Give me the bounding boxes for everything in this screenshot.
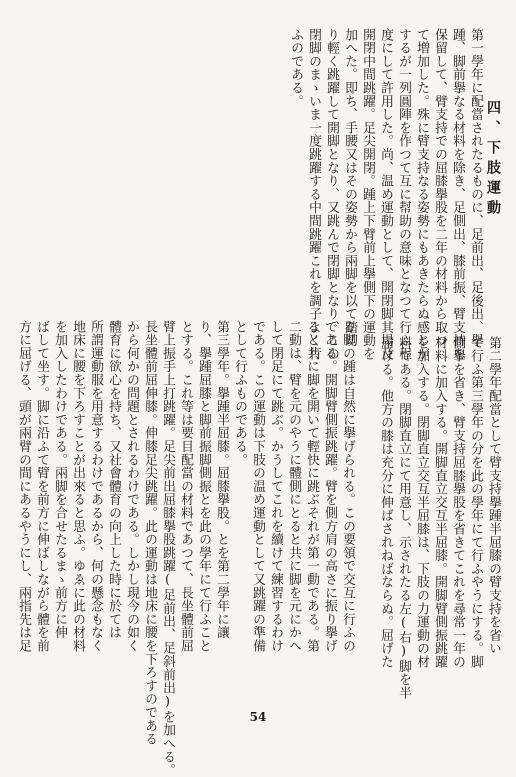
text-line: 體育に欲心を持ち、又社會體育の向上した時に於ては [106,320,121,640]
text-line: 材料に加入する。開脚直立交互半屈膝。開脚臂側振跳躍 [432,336,447,669]
text-line: 度にして許用した。尚、温め運動として、開閉脚其場及 [378,28,393,361]
text-line: 臂上振手上打跳躍。足尖前出屈膝擧股跳躍(足前出、足斜前出)を加へる。 [160,320,175,777]
text-line: て増加した。殊に臂支持なる姿勢にもあきたらぬ感じが [414,28,429,361]
text-line: して閉足にて跳ぶ。かうしてこれを續けて練習するわけ [268,320,283,653]
text-line: 保留して、臂支持での屈膝擧股を二年の材料から取つ [432,28,447,348]
text-line: ばして坐す。脚に沿ふて臂を前方に伸ばしながら體を前 [34,320,49,653]
text-line: 地床に腰を下ろすことが出來ると思ふ。ゆゑに此の材料 [70,320,85,653]
text-line: 側擧を省き、臂支持屈膝擧股を省きてこれを尋常一年の [450,336,465,669]
text-line: 所謂運動服を用意するわけであるから、何の懸念もなく [88,320,103,653]
text-line: 開閉中間跳躍。足尖開閉。踵上下臂前上擧側下の運動を [360,28,375,361]
text-line: として行ふものである。 [232,320,247,467]
text-line: ると共に脚を開いて輕快に跳ぶそれが第一動である。第 [304,320,319,653]
section-title: 四、下肢運動 [485,100,501,220]
lower-right-text-block [376,336,502,702]
text-line: 閉脚のまゝいま一度跳躍する中間跳躍これを調子よく行 [306,28,321,361]
text-line: である。この運動は下肢の温め運動として又跳躍の準備 [250,320,265,653]
text-line: 長坐體前屈伸膝。伸膝足尖跳躍。此の運動は地床に腰を下ろすのである [142,320,157,746]
text-line: 第三學年。擧踵半屈膝。屈膝擧股。とを第二學年に讓 [214,320,229,640]
upper-right-text-block [286,28,502,361]
text-line: を加入したわけである。兩脚を合せたるまゝ前方に伸 [52,320,67,640]
text-line: り、擧踵屈膝と脚前振脚側振とを此の學年にて行ふこと [196,320,211,653]
text-line: 方に屈げる、頭が兩臂の間にあるやうにし、兩指先は足 [16,320,31,653]
text-line: 二動は、臂を元のやうに體側にとると共に脚を元にかへ [286,320,301,653]
text-line: 第二學年配當として臂支持擧踵半屈膝の臂支持を省い [486,336,501,656]
text-line: 第一學年に配當されたるものに、足前出、足後出、擧 [468,28,483,348]
text-line: とする。これ等は要目配當の材料であつて、長坐體前屈 [178,320,193,653]
text-line: る脚の踵は自然に擧げられる。この要領で交互に行ふの [340,320,355,653]
text-line: である。開脚臂側振跳躍。臂を側方肩の高さに振り擧げ [322,320,337,653]
text-line: から何かの問題とされるわけである。しかし現今の如く [124,320,139,653]
page-number: 54 [249,710,267,724]
text-line: 料である。閉脚直立にて用意し、示されたる左(右)脚を半 [396,336,411,700]
text-line: 踵、脚前擧なる材料を除き、足側出、膝前振、臂支持を [450,28,465,361]
text-line: り輕く跳躍して開脚となり、又跳んで閉脚となり、この [324,28,339,361]
text-line: を加入する。閉脚直立交互半屈膝は、下肢の力運動の材 [414,336,429,669]
text-line: て行ふ第三學年の分を此の學年にて行ふやうにする。脚 [468,336,483,669]
text-line: ふのである。 [288,28,303,108]
text-line: 屈げる。他方の膝は充分に伸ばされねばならぬ。屈げた [378,336,393,669]
text-line: するが一列圓陣を作つて互に幇助の意味となつて行ふ程 [396,28,411,361]
text-line: 加へた。即ち、手腰又はその姿勢から兩脚を以て踏切 [342,28,357,348]
